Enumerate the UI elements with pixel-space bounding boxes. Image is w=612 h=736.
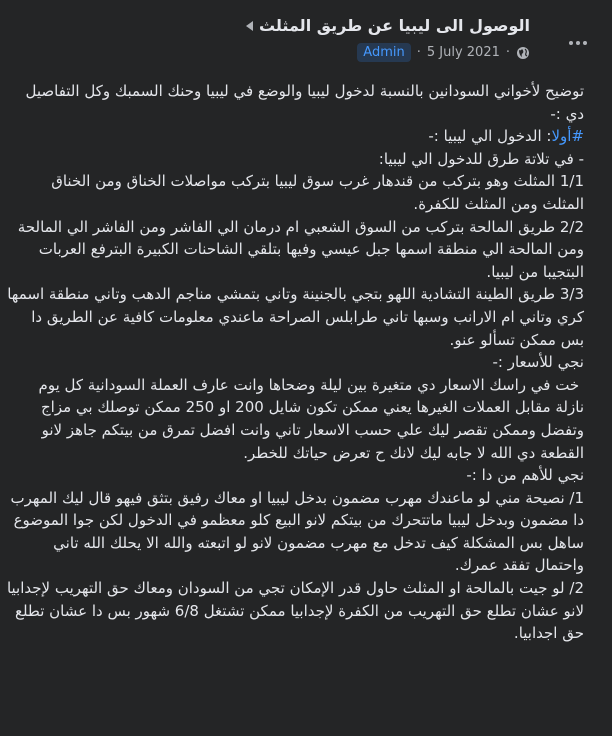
meta-separator-2: ·: [505, 45, 510, 60]
globe-icon: [516, 46, 530, 60]
post-title[interactable]: الوصول الى ليبيا عن طريق المثلث: [258, 16, 530, 35]
admin-badge: Admin: [357, 43, 410, 62]
post-header: [60, 16, 530, 62]
post-date[interactable]: 5 July 2021: [426, 45, 500, 60]
hashtag-link[interactable]: #أولا: [551, 127, 584, 146]
dot-icon: [569, 41, 573, 45]
post-body-intro: توضيح لأخواني السودانين بالنسبة لدخول ليبيا والوضع في ليبيا وحنك السمبك وكل التفاصيل دي :-: [25, 82, 584, 123]
play-arrow-icon: [246, 21, 253, 31]
dot-icon: [576, 41, 580, 45]
title-row: [60, 16, 530, 35]
meta-separator: ·: [416, 45, 421, 60]
post-body-text: : الدخول الي ليبيا :- - في تلاتة طرق للدخول الي ليبيا: 1/1 المثلث وهو بتركب من قندهار غرب سوق ليبيا بتركب مواصلات الخناق ومن الخناق المثلث ومن المثلث للكفرة. 2/2 طريق المالحة بتركب من السوق الشعبي ام درمان الي الفاشر ومن الفاشر الي المالحة ومن المالحة الي منطقة اسمها جبل عيسي وفيها بتلقي الشاحنات الكبيرة البترفع العربات البتجيبا من ليبيا. 3/3 طريق الطينة التشادية اللهو بتجي بالجنينة وتاني بتمشي مناجم الدهب وتاني منطقة اسمها كري وتاني ام الارانب وسبها تاني طرابلس الصراحة ماعندي معلومات كافية عن الطريق دا بس ممكن تسألو عنو. نجي للأسعار :- خت في راسك الاسعار دي متغيرة بين ليلة وضحاها وانت عارف العملة السودانية كل يوم نازلة مقابل العملات الغيرها يعني ممكن تكون شايل 200 او 250 ممكن توصلك بي مزاج وتفضل وممكن تقصر ليك علي حسب الاسعار تاني وانت افضل تمرق من بيتكم جاهز لانو القطعة دي الله لا جابه ليك لانك ح تعرض حياتك للخطر. نجي للأهم من دا :- 1/ نصيحة مني لو ماعندك مهرب مضمون بدخل ليبيا او معاك رفيق بتثق فيهو قال ليك المهرب دا مضمون وبدخل ليبيا ماتتحرك من بيتكم لانو البيع كلو معظمو في الدخول لكن جوا الموضوع ساهل بس المشكلة كيف تدخل مع مهرب مضمون لانو لو اتبعته والله الا يحلك الله تاني واحتمال تفقد عمرك. 2/ لو جيت بالمالحة او المثلث حاول قدر الإمكان تجي من السودان ومعاك حق التهريب لإجدابيا لانو عشان تطلع حق التهريب من الكفرة لإجدابيا ممكن تشتغل 6/8 شهور بس دا عشان تطلع حق اجدابيا.: [6, 127, 584, 643]
post-body: [6, 80, 584, 645]
post-meta: [60, 43, 530, 62]
more-options-button[interactable]: [565, 34, 591, 52]
dot-icon: [583, 41, 587, 45]
